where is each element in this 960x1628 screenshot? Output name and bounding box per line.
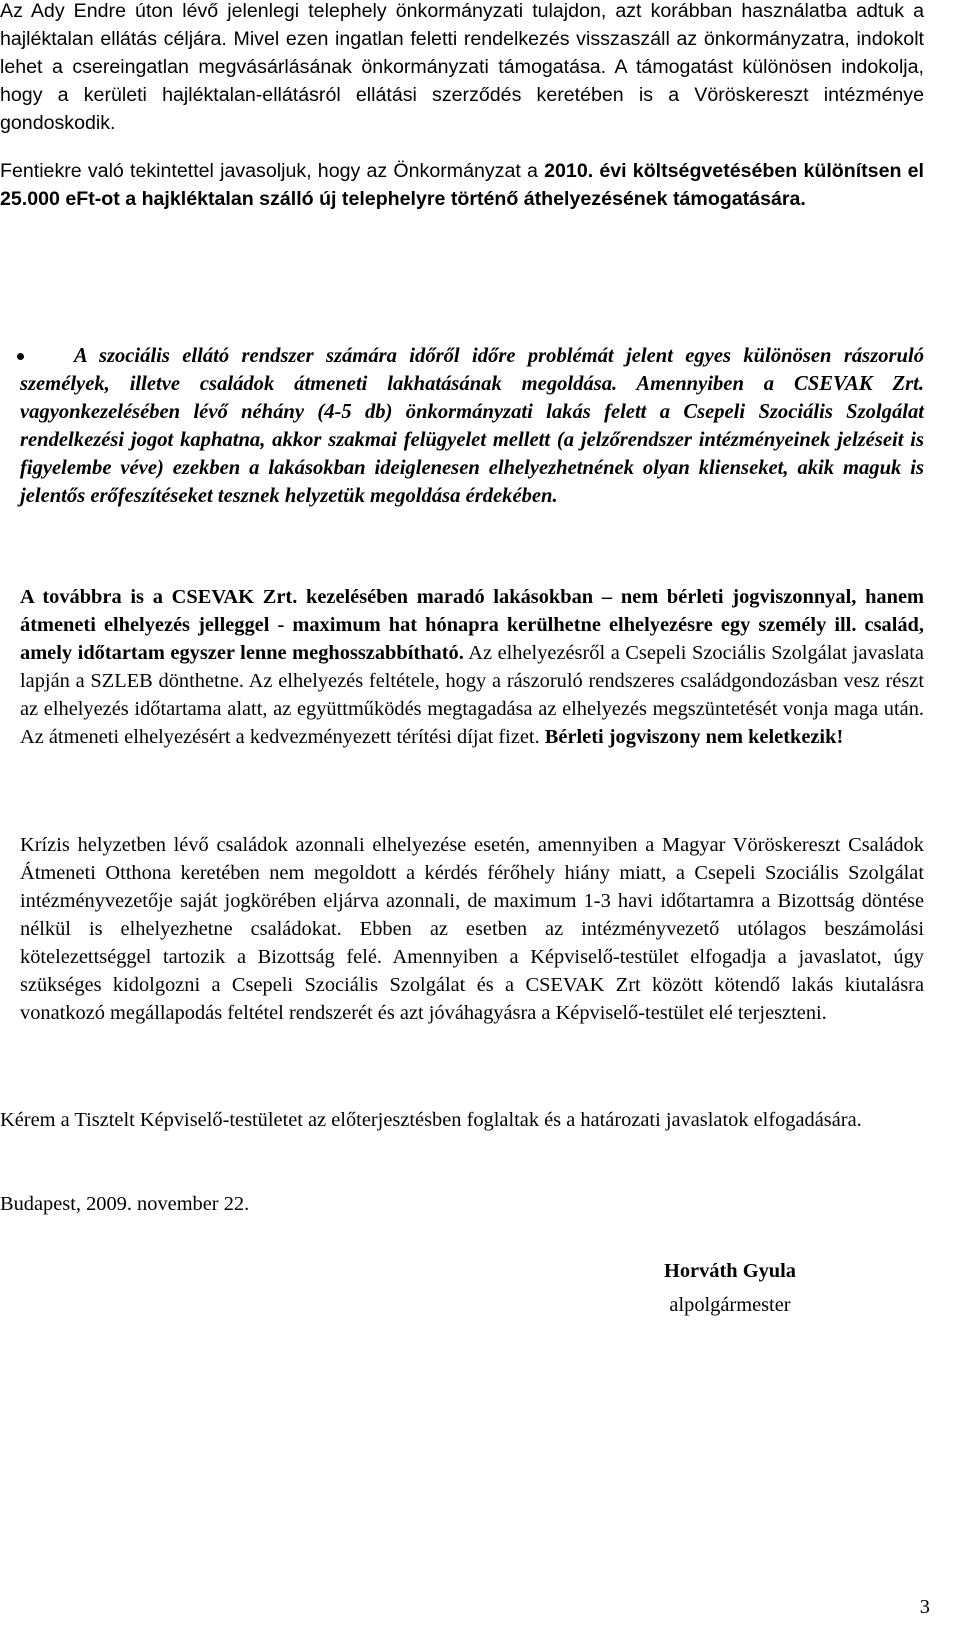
signatory-title: alpolgármester: [669, 1294, 791, 1316]
paragraph-csevak-emphasis: Bérleti jogviszony nem keletkezik!: [544, 726, 844, 748]
signature-block: [600, 1254, 860, 1322]
paragraph-telephely-text: Az Ady Endre úton lévő jelenlegi telephely önkormányzati tulajdon, azt korábban használatba adtuk a hajléktalan ellátás céljára. Mivel ezen ingatlan feletti rendelkezés visszaszáll az önkormányzatra, indokolt lehet a csereingatlan megvásárlásának önkormányzati támogatása. A támogatást különösen indokolja, hogy a kerületi hajléktalan-ellátásról ellátási szerződés keretében is a Vöröskereszt intézménye gondoskodik.: [0, 0, 924, 134]
paragraph-krizis: Krízis helyzetben lévő családok azonnali elhelyezése esetén, amennyiben a Magyar Vöröskereszt Családok Átmeneti Otthona keretében nem megoldott a kérdés férőhely hiány miatt, a Csepeli Szociális Szolgálat intézményvezetője saját jogkörében eljárva azonnali, de maximum 1-3 havi időtartamra a Bizottság döntése nélkül is elhelyezhetne családokat. Ebben az esetben az intézményvezető utólagos beszámolási kötelezettséggel tartozik a Bizottság felé. Amennyiben a Képviselő-testület elfogadja a javaslatot, úgy szükséges kidolgozni a Csepeli Szociális Szolgálat és a CSEVAK Zrt között kötendő lakás kiutalásra vonatkozó megállapodás feltétel rendszerét és azt jóváhagyásra a Képviselő-testület elé terjeszteni.: [20, 834, 924, 1024]
bullet-item: [20, 342, 924, 510]
paragraph-javaslat: [0, 157, 924, 213]
bullet-paragraph-lakhatas: A szociális ellátó rendszer számára időről időre problémát jelent egyes különösen rászoruló személyek, illetve családok átmeneti lakhatásának megoldása. Amennyiben a CSEVAK Zrt. vagyonkezelésében lévő néhány (4-5 db) önkormányzati lakás felett a Csepeli Szociális Szolgálat rendelkezési jogot kaphatna, akkor szakmai felügyelet mellett (a jelzőrendszer intézményeinek jelzéseit is figyelembe véve) ezekben a lakásokban ideiglenesen elhelyezhetnének olyan klienseket, akik maguk is jelentős erőfeszítéseket tesznek helyzetük megoldása érdekében.: [20, 345, 924, 507]
paragraph-javaslat-intro: Fentiekre való tekintettel javasoljuk, hogy az Önkormányzat a: [0, 160, 545, 182]
paragraph-csevak-bold: A továbbra is a CSEVAK Zrt. kezelésében maradó lakásokban – nem bérleti jogviszonnyal, hanem átmeneti elhelyezés jelleggel - maximum hat hónapra kerülhetne elhelyezésre egy személy ill. család, amely időtartam egyszer lenne meghosszabbítható.: [20, 586, 924, 664]
paragraph-kerem: Kérem a Tisztelt Képviselő-testületet az előterjesztésben foglaltak és a határozati javaslatok elfogadására.: [0, 1109, 862, 1131]
place-date: Budapest, 2009. november 22.: [0, 1193, 250, 1215]
signatory-name: Horváth Gyula: [664, 1260, 796, 1282]
paragraph-javaslat-bold: 2010. évi költségvetésében különítsen el 25.000 eFt-ot a hajkléktalan szálló új telephelyre történő áthelyezésének támogatására.: [0, 160, 924, 210]
paragraph-telephely: [0, 0, 924, 137]
page-number: 3: [919, 1596, 930, 1618]
paragraph-csevak: [20, 583, 924, 751]
bullet-dot-icon: [17, 353, 24, 360]
paragraph-csevak-body: Az elhelyezésről a Csepeli Szociális Szolgálat javaslata lapján a SZLEB dönthetne. Az elhelyezés feltétele, hogy a rászoruló rendszeres családgondozásban vesz részt az elhelyezés időtartama alatt, az együttműködés megtagadása az elhelyezés megszüntetését vonja maga után. Az átmeneti elhelyezésért a kedvezményezett térítési díjat fizet.: [20, 642, 924, 748]
